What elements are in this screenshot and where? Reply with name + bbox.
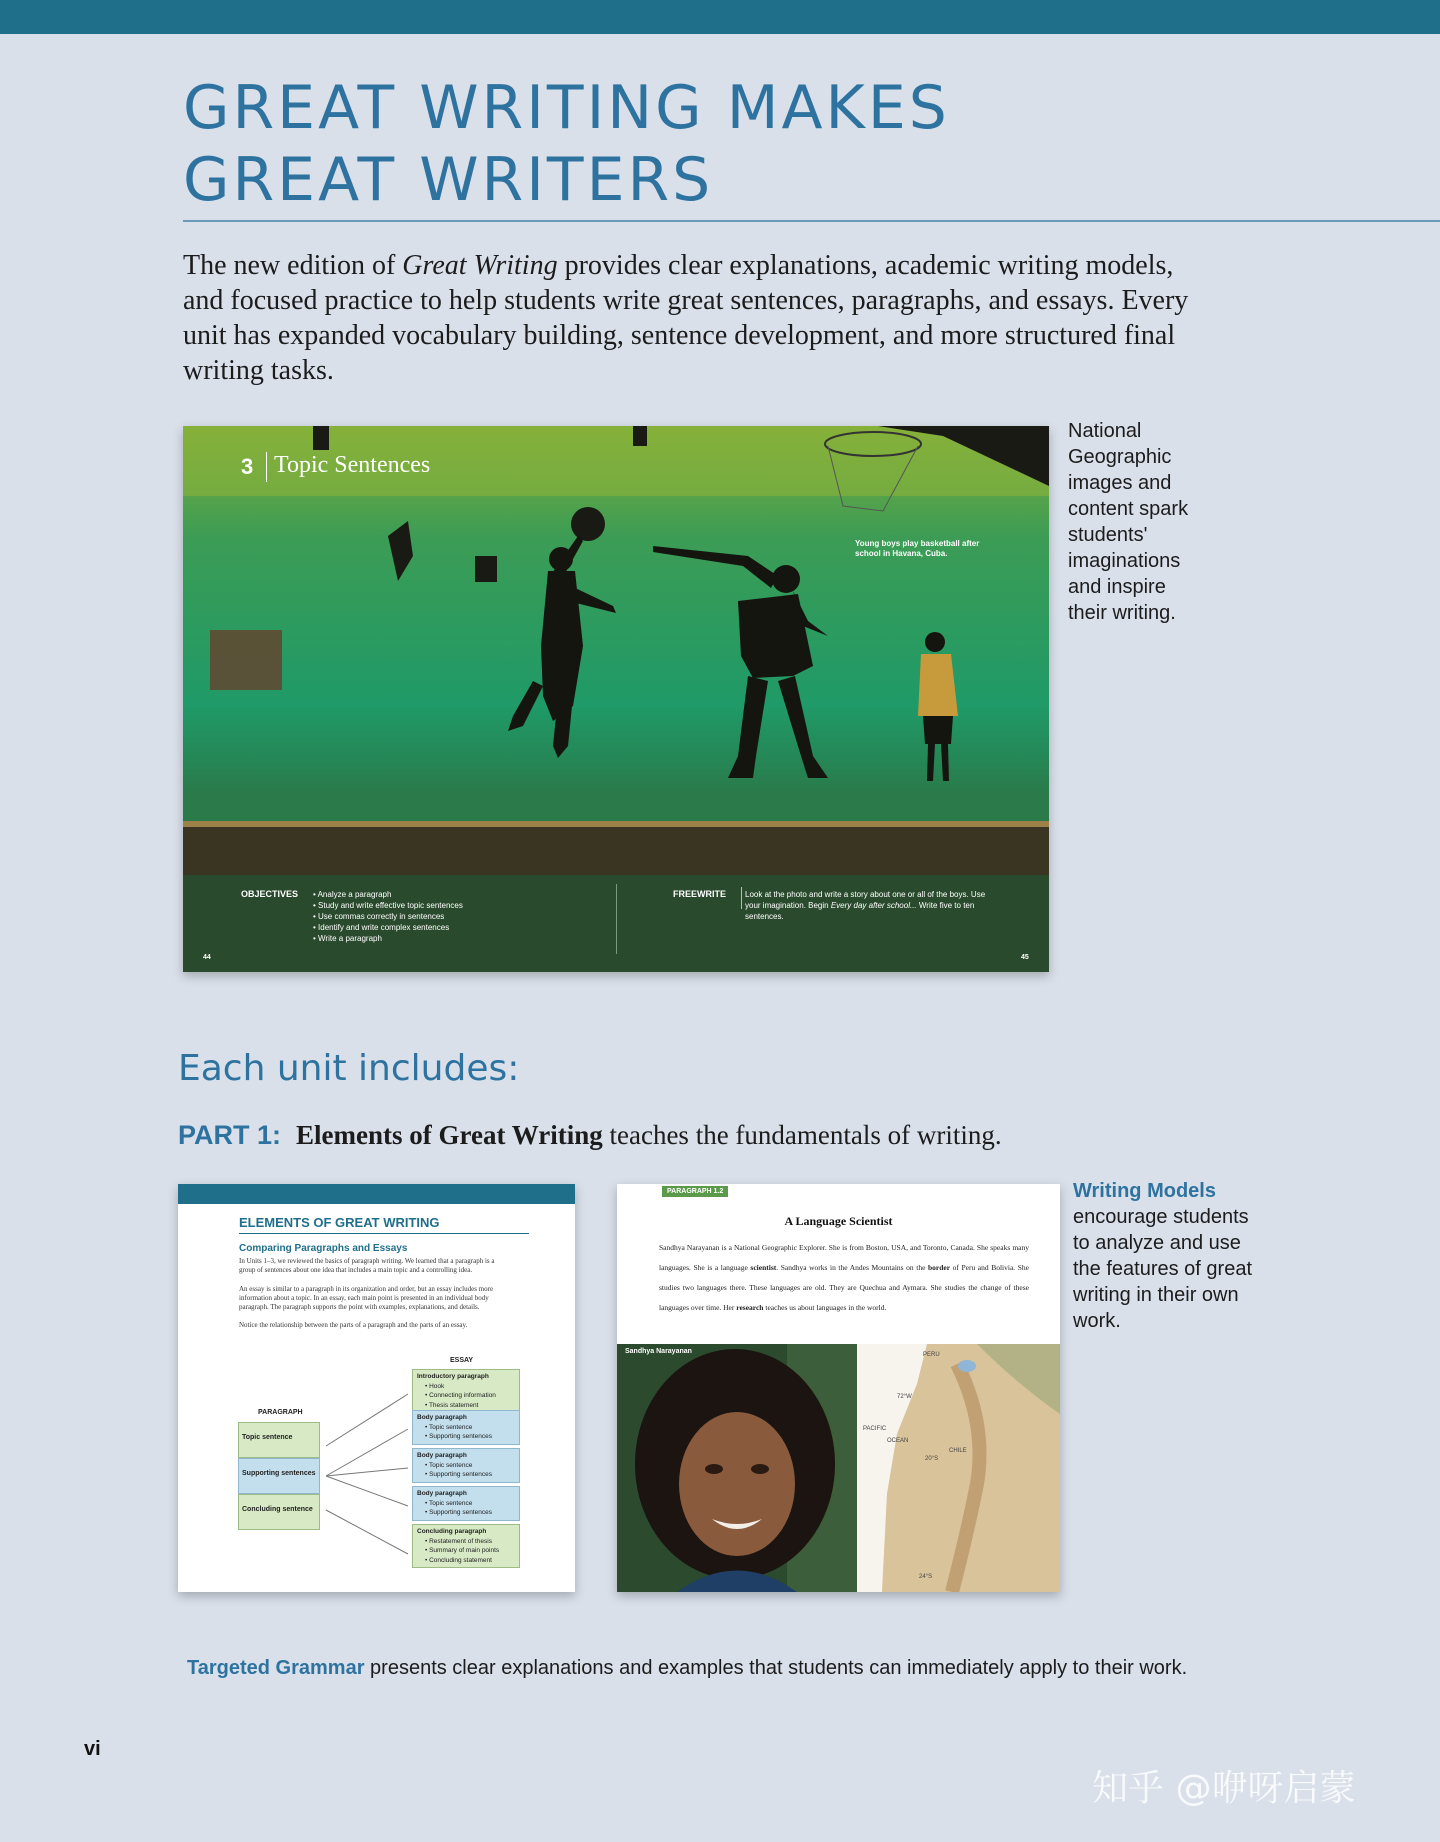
photo-caption: Young boys play basketball after school in Havana, Cuba. [855,539,980,558]
essay-part-item: • Connecting information [425,1392,496,1399]
essay-part-box [412,1410,520,1445]
targeted-grammar-line [187,1657,1187,1680]
essay-part-box [412,1524,520,1568]
model-title: A Language Scientist [784,1214,893,1228]
paragraph-part-box: Supporting sentences [238,1458,320,1494]
map-label: PACIFIC [863,1426,887,1432]
map-label: 20°S [925,1456,939,1462]
essay-part-box [412,1369,520,1413]
model-paragraph [659,1238,1029,1318]
objective-item: • Use commas correctly in sentences [313,912,445,921]
paragraph-label: PARAGRAPH [258,1409,303,1416]
portrait-caption: Sandhya Narayanan [625,1348,692,1355]
freewrite-label: FREEWRITE [673,889,726,899]
essay-part-item: • Topic sentence [425,1461,473,1469]
title-line-1: GREAT WRITING MAKES [183,73,950,143]
map-label: 72°W [897,1394,912,1400]
page-title [183,72,950,216]
elements-paragraph: Notice the relationship between the parts of a paragraph and the parts of an essay. [239,1321,468,1329]
intro-book-title: Great Writing [402,250,558,281]
elements-page-thumbnail [178,1184,575,1592]
elements-paragraph: In Units 1–3, we reviewed the basics of paragraph writing. We learned that a paragraph is a group of sentences about one idea that includes a main topic and a controlling idea. [239,1257,495,1274]
essay-part-title: Concluding paragraph [417,1528,487,1535]
part-label: PART 1: [178,1120,282,1150]
writing-model-page-thumbnail [617,1184,1060,1592]
objectives-list [313,889,463,944]
vocab-word: research [736,1303,764,1312]
writing-models-highlight: Writing Models [1073,1180,1216,1202]
model-text: Sandhya Narayanan is a National Geographic Explorer. She is from Boston, USA, and Toronto, Canada. She speaks many languages. She is a language [659,1243,1029,1272]
essay-part-item: • Supporting sentences [425,1433,492,1440]
intro-paragraph [183,248,1208,388]
paragraph-part-box: Topic sentence [238,1422,320,1458]
essay-part-title: Body paragraph [417,1490,467,1497]
gutter-divider [616,884,617,954]
watermark: 知乎 @咿呀启蒙 [1092,1768,1356,1809]
side-note-writing-models [1073,1178,1263,1334]
freewrite-text-a: Look at the photo and write a story about one or all of the boys. Use your imagination. Begin [745,890,986,910]
andes-map [857,1344,1060,1592]
essay-part-title: Body paragraph [417,1414,467,1421]
essay-part-item: • Supporting sentences [425,1509,492,1516]
page-number-right: 45 [1021,954,1029,961]
top-color-bar [0,0,1440,34]
objective-item: • Study and write effective topic sentences [313,901,463,910]
essay-part-box [412,1486,520,1521]
part-title: Elements of Great Writing [296,1120,603,1150]
freewrite-text-b: Write five to ten sentences. [745,901,975,921]
chapter-title: Topic Sentences [274,452,431,478]
essay-part-item: • Concluding statement [425,1556,492,1564]
essay-part-item: • Topic sentence [425,1423,473,1431]
essay-part-item: • Summary of main points [425,1547,500,1554]
map-illustration [857,1344,1060,1592]
objective-item: • Identify and write complex sentences [313,923,450,932]
objective-item: • Analyze a paragraph [313,890,392,899]
elements-heading: ELEMENTS OF GREAT WRITING [239,1215,440,1230]
essay-part-item: • Hook [425,1382,445,1390]
vocab-word: scientist [750,1263,777,1272]
side-note-national-geographic: National Geographic images and content spark students' imaginations and inspire their writing. [1068,420,1189,624]
paragraph-part-box: Concluding sentence [238,1494,320,1530]
map-label: CHILE [949,1448,967,1454]
essay-part-title: Body paragraph [417,1452,467,1459]
paragraph-tag: PARAGRAPH 1.2 [662,1186,728,1197]
explorer-portrait [617,1344,857,1592]
model-text: teaches us about languages in the world. [763,1303,887,1312]
essay-part-item: • Supporting sentences [425,1471,492,1478]
part-1-heading [178,1120,1002,1151]
intro-text-end: provides clear explanations, academic writing models, and focused practice to help students write great sentences, paragraphs, and essays. Every unit has expanded vocabulary building, sentence development, and more structured final writing tasks. [183,250,1189,386]
elements-subheading: Comparing Paragraphs and Essays [239,1243,408,1254]
title-line-2: GREAT WRITERS [183,145,714,215]
chapter-divider [266,452,267,482]
model-text: . Sandhya works in the Andes Mountains on the [776,1263,928,1272]
objective-item: • Write a paragraph [313,934,382,943]
map-label: OCEAN [887,1438,909,1444]
objectives-label: OBJECTIVES [241,889,299,899]
model-text: of Peru and Bolivia. She studies two languages there. These languages are old. They are Quechua and Aymara. She studies the change of these languages over time. Her [659,1263,1029,1312]
grammar-highlight: Targeted Grammar [187,1657,365,1679]
intro-text-start: The new edition of [183,250,403,281]
map-label: 24°S [919,1574,933,1580]
freewrite-italic: Every day after school... [830,901,917,910]
portrait-illustration [617,1344,857,1592]
essay-label: ESSAY [450,1357,474,1364]
map-label: PERU [923,1352,940,1358]
page-number-left: 44 [203,954,211,961]
essay-part-item: • Restatement of thesis [425,1537,492,1545]
page-folio: vi [84,1738,101,1760]
units-heading: Each unit includes: [178,1048,520,1089]
essay-part-box [412,1448,520,1483]
chapter-number: 3 [241,454,254,479]
part-description: teaches the fundamentals of writing. [602,1120,1002,1150]
grammar-text: presents clear explanations and examples that students can immediately apply to their work. [364,1657,1188,1679]
writing-models-text: encourage students to analyze and use the features of great writing in their own work. [1073,1206,1253,1332]
freewrite-text [745,889,995,922]
essay-part-item: • Thesis statement [425,1401,479,1409]
elements-paragraph: An essay is similar to a paragraph in its organization and order, but an essay includes more information about a topic. In an essay, each main point is presented in an individual body paragraph. The paragraph supports the point with examples, explanations, and details. [239,1285,494,1311]
essay-part-title: Introductory paragraph [417,1373,489,1380]
essay-part-item: • Topic sentence [425,1499,473,1507]
vocab-word: border [927,1263,951,1272]
title-divider [183,220,1440,222]
freewrite-divider [741,887,742,909]
unit-opener-spread [183,426,1049,972]
